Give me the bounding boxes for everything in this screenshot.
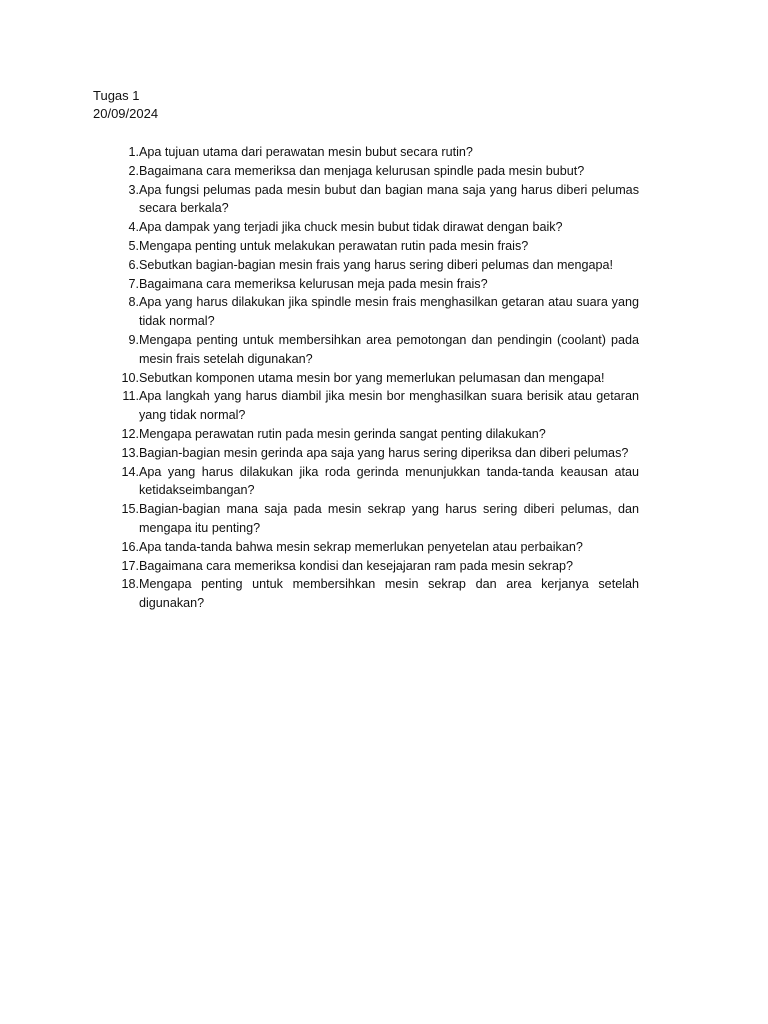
question-text: Mengapa penting untuk membersihkan mesin sekrap dan area kerjanya setelah digunakan? [139,577,639,611]
question-item [93,463,639,501]
question-item [93,181,639,219]
question-item [93,425,639,444]
document-header [93,87,158,123]
question-number-cell [93,369,139,388]
question-text: Bagaimana cara memeriksa kelurusan meja pada mesin frais? [139,276,488,291]
question-number: 12. [121,426,139,441]
question-number-cell [93,387,139,425]
question-text: Apa yang harus dilakukan jika spindle mesin frais menghasilkan getaran atau suara yang tidak normal? [139,295,639,329]
question-number: 14. [121,464,139,479]
question-number: 11. [122,389,139,404]
question-number: 5. [128,238,139,253]
question-number: 7. [128,276,139,291]
question-item [93,237,639,256]
question-number-cell [93,425,139,444]
question-number: 9. [128,332,139,347]
question-text: Sebutkan bagian-bagian mesin frais yang harus sering diberi pelumas dan mengapa! [139,257,613,272]
question-text: Apa tujuan utama dari perawatan mesin bubut secara rutin? [139,145,473,159]
question-number: 16. [121,539,139,554]
question-text: Mengapa penting untuk melakukan perawatan rutin pada mesin frais? [139,238,529,253]
question-number-cell [93,463,139,501]
question-item [93,500,639,538]
question-text: Apa dampak yang terjadi jika chuck mesin bubut tidak dirawat dengan baik? [139,220,563,235]
question-text: Apa tanda-tanda bahwa mesin sekrap memerlukan penyetelan atau perbaikan? [139,539,583,554]
question-item [93,162,639,181]
question-number-cell [93,331,139,369]
question-number-cell [93,237,139,256]
question-item [93,387,639,425]
question-text: Apa fungsi pelumas pada mesin bubut dan bagian mana saja yang harus diberi pelumas secara berkala? [139,182,639,216]
question-number-cell [93,444,139,463]
question-number-cell [93,538,139,557]
question-item [93,369,639,388]
question-number-cell [93,557,139,576]
question-item [93,575,639,613]
question-text: Bagaimana cara memeriksa dan menjaga kelurusan spindle pada mesin bubut? [139,163,585,178]
question-item [93,143,639,162]
question-item [93,538,639,557]
question-number-cell [93,181,139,219]
document-title: Tugas 1 [93,88,140,103]
question-item [93,331,639,369]
question-text: Mengapa perawatan rutin pada mesin gerinda sangat penting dilakukan? [139,426,546,441]
question-number: 6. [128,257,139,272]
question-text: Bagian-bagian mana saja pada mesin sekrap yang harus sering diberi pelumas, dan mengapa itu penting? [139,502,639,535]
question-number-cell [93,143,139,162]
question-number-cell [93,500,139,538]
question-item [93,218,639,237]
question-number: 18. [121,577,139,592]
question-number: 10. [121,370,139,385]
question-number: 4. [128,220,139,235]
question-item [93,444,639,463]
question-text: Bagian-bagian mesin gerinda apa saja yang harus sering diperiksa dan diberi pelumas? [139,445,629,460]
question-item [93,557,639,576]
question-item [93,293,639,331]
question-text: Mengapa penting untuk membersihkan area pemotongan dan pendingin (coolant) pada mesin frais setelah digunakan? [139,332,639,366]
question-item [93,256,639,275]
question-number: 15. [121,502,139,517]
question-text: Apa yang harus dilakukan jika roda gerinda menunjukkan tanda-tanda keausan atau ketidakseimbangan? [139,464,639,498]
question-item [93,275,639,294]
question-number: 17. [121,558,139,573]
question-text: Apa langkah yang harus diambil jika mesin bor menghasilkan suara berisik atau getaran yang tidak normal? [139,389,639,423]
question-text: Bagaimana cara memeriksa kondisi dan kesejajaran ram pada mesin sekrap? [139,558,574,573]
question-text: Sebutkan komponen utama mesin bor yang memerlukan pelumasan dan mengapa! [139,370,605,385]
question-number: 8. [128,295,139,310]
question-number-cell [93,275,139,294]
question-number-cell [93,162,139,181]
question-number-cell [93,575,139,613]
question-list [93,143,639,613]
document-date: 20/09/2024 [93,106,159,121]
question-number-cell [93,293,139,331]
question-number: 13. [121,445,139,460]
question-number: 2. [128,163,139,178]
question-number: 1. [128,145,139,159]
question-number-cell [93,256,139,275]
question-number: 3. [128,182,139,197]
question-number-cell [93,218,139,237]
